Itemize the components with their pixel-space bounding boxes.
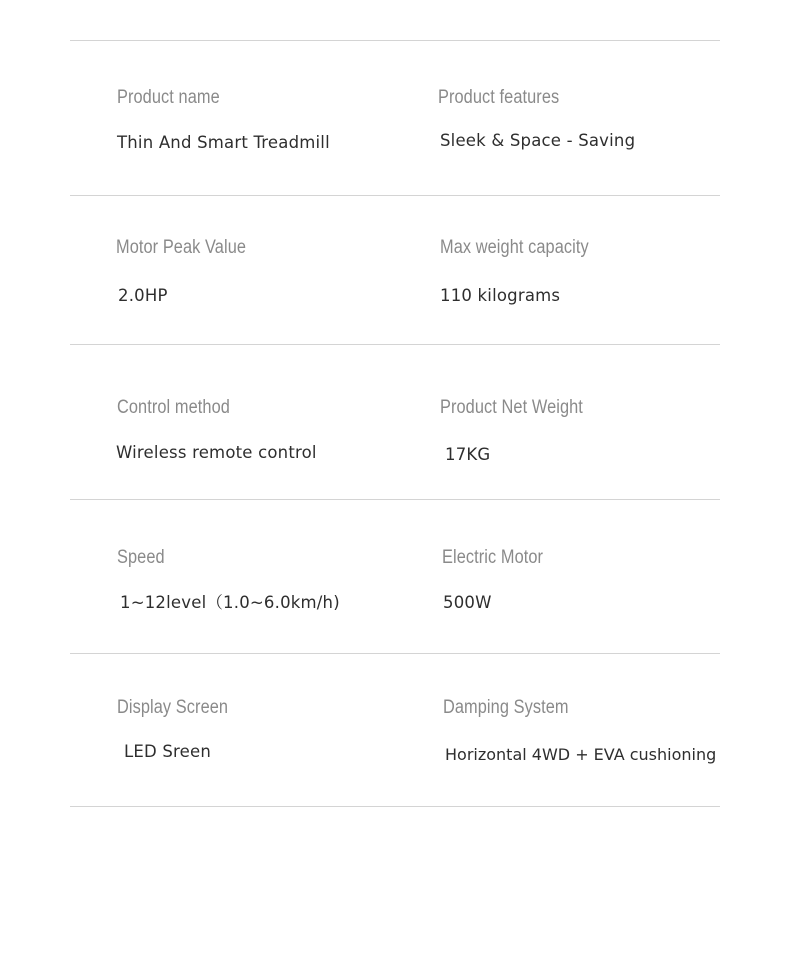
product-net-weight-value: 17KG xyxy=(445,445,491,464)
speed-value: 1~12level（1.0~6.0km/h) xyxy=(120,593,340,612)
speed-label: Speed xyxy=(117,547,165,568)
product-net-weight-label: Product Net Weight xyxy=(440,397,583,418)
product-features-value: Sleek & Space - Saving xyxy=(440,131,636,150)
divider xyxy=(70,806,720,807)
electric-motor-value: 500W xyxy=(443,593,492,612)
control-method-value: Wireless remote control xyxy=(116,443,317,462)
divider xyxy=(70,344,720,345)
product-name-label: Product name xyxy=(117,87,220,108)
divider xyxy=(70,653,720,654)
divider xyxy=(70,195,720,196)
motor-peak-value-value: 2.0HP xyxy=(118,286,168,305)
product-features-label: Product features xyxy=(438,87,560,108)
display-screen-value: LED Sreen xyxy=(124,742,212,761)
product-name-value: Thin And Smart Treadmill xyxy=(117,133,330,152)
divider xyxy=(70,40,720,41)
divider xyxy=(70,499,720,500)
control-method-label: Control method xyxy=(117,397,230,418)
display-screen-label: Display Screen xyxy=(117,697,229,718)
damping-system-label: Damping System xyxy=(443,697,569,718)
electric-motor-label: Electric Motor xyxy=(442,547,544,568)
max-weight-capacity-value: 110 kilograms xyxy=(440,286,561,305)
damping-system-value: Horizontal 4WD + EVA cushioning xyxy=(445,745,717,764)
motor-peak-value-label: Motor Peak Value xyxy=(116,237,247,258)
max-weight-capacity-label: Max weight capacity xyxy=(440,237,589,258)
